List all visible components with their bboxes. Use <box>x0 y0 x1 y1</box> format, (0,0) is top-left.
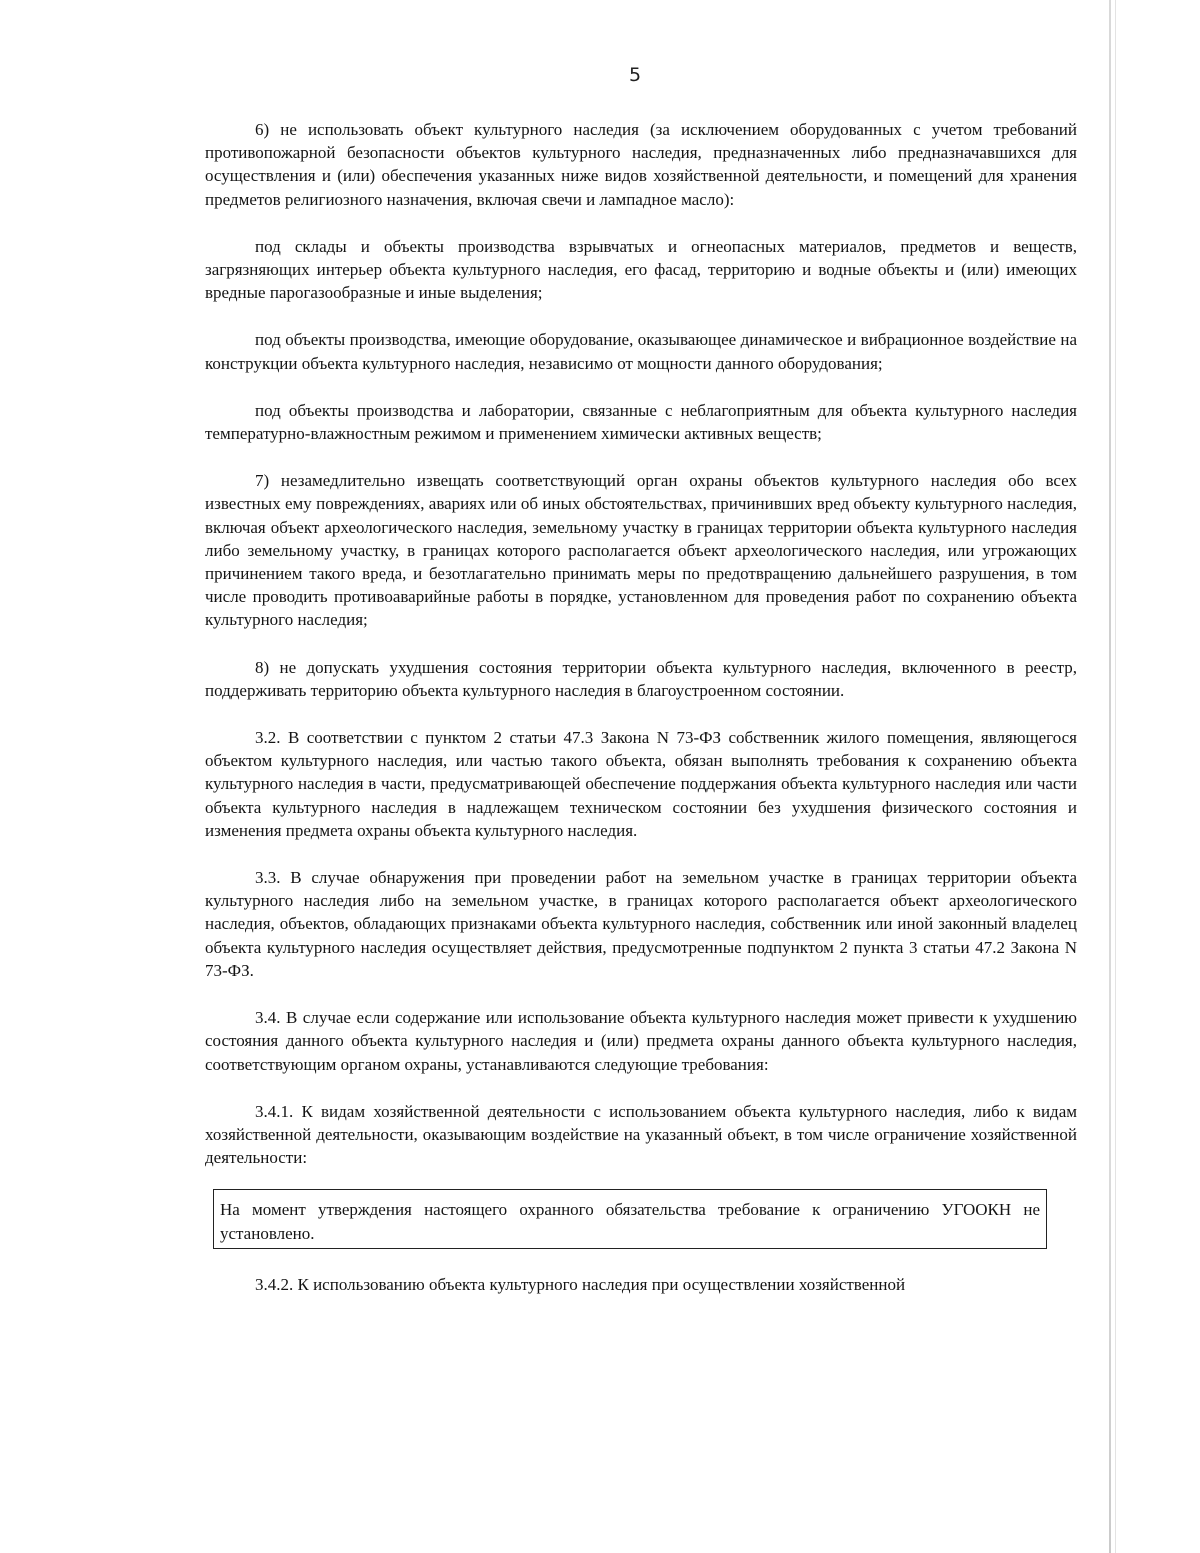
scan-edge-line-secondary <box>1115 0 1116 1553</box>
paragraph-6: 6) не использовать объект культурного наследия (за исключением оборудованных с учетом требований противопожарной безопасности объектов культурного наследия, предназначенных либо предназначавшихся для осуществления и (или) обеспечения указанных ниже видов хозяйственной деятельности, и помещений для хранения предметов религиозного назначения, включая свечи и лампадное масло): <box>205 120 1077 209</box>
page-number: 5 <box>628 64 642 86</box>
paragraph-production-equipment: под объекты производства, имеющие оборудование, оказывающее динамическое и вибрационное воздействие на конструкции объекта культурного наследия, независимо от мощности данного оборудования; <box>205 330 1077 373</box>
paragraph-8: 8) не допускать ухудшения состояния территории объекта культурного наследия, включенного в реестр, поддерживать территорию объекта культурного наследия в благоустроенном состоянии. <box>205 657 1077 700</box>
paragraph-3-2: 3.2. В соответствии с пунктом 2 статьи 47.3 Закона N 73-ФЗ собственник жилого помещения, являющегося объектом культурного наследия, или частью такого объекта, обязан выполнять требования к сохранению объекта культурного наследия в части, предусматривающей обеспечение поддержания объекта культурного наследия или части объекта культурного наследия в надлежащем техническом состоянии без ухудшения физического состояния и изменения предмета охраны объекта культурного наследия. <box>205 728 1077 840</box>
paragraph-7: 7) незамедлительно извещать соответствующий орган охраны объектов культурного наследия обо всех известных ему повреждениях, авариях или об иных обстоятельствах, причинивших вред объекту культурного наследия, включая объект археологического наследия, земельному участку в границах территории объекта культурного наследия либо земельному участку, в границах которого располагается объект археологического наследия, или угрожающих причинением такого вреда, и безотлагательно принимать меры по предотвращению дальнейшего разрушения, в том числе проводить противоаварийные работы в порядке, установленном для проведения работ по сохранению объекта культурного наследия; <box>205 471 1077 630</box>
paragraph-3-4: 3.4. В случае если содержание или использование объекта культурного наследия может привести к ухудшению состояния данного объекта культурного наследия и (или) предмета охраны данного объекта культурного наследия, соответствующим органом охраны, устанавливаются следующие требования: <box>205 1008 1077 1074</box>
paragraph-warehouses: под склады и объекты производства взрывчатых и огнеопасных материалов, предметов и веществ, загрязняющих интерьер объекта культурного наследия, его фасад, территорию и водные объекты и (или) имеющих вредные парогазообразные и иные выделения; <box>205 236 1077 303</box>
boxed-note: На момент утверждения настоящего охранного обязательства требование к ограничению УГООКН не установлено. <box>213 1189 1047 1249</box>
paragraph-laboratories: под объекты производства и лаборатории, связанные с неблагоприятным для объекта культурного наследия температурно-влажностным режимом и применением химически активных веществ; <box>205 400 1077 444</box>
document-body <box>205 118 1077 1321</box>
scan-edge-line <box>1109 0 1111 1553</box>
paragraph-3-4-2: 3.4.2. К использованию объекта культурного наследия при осуществлении хозяйственной <box>255 1275 906 1295</box>
paragraph-3-4-1: 3.4.1. К видам хозяйственной деятельности с использованием объекта культурного наследия, либо к видам хозяйственной деятельности, оказывающим воздействие на указанный объект, в том числе ограничение хозяйственной деятельности: <box>205 1101 1077 1168</box>
paragraph-3-3: 3.3. В случае обнаружения при проведении работ на земельном участке в границах территории объекта культурного наследия либо на земельном участке, в границах которого располагается объект археологического наследия, объектов, обладающих признаками объекта культурного наследия, собственник или иной законный владелец объекта культурного наследия осуществляет действия, предусмотренные подпунктом 2 пункта 3 статьи 47.2 Закона N 73-ФЗ. <box>205 868 1077 980</box>
